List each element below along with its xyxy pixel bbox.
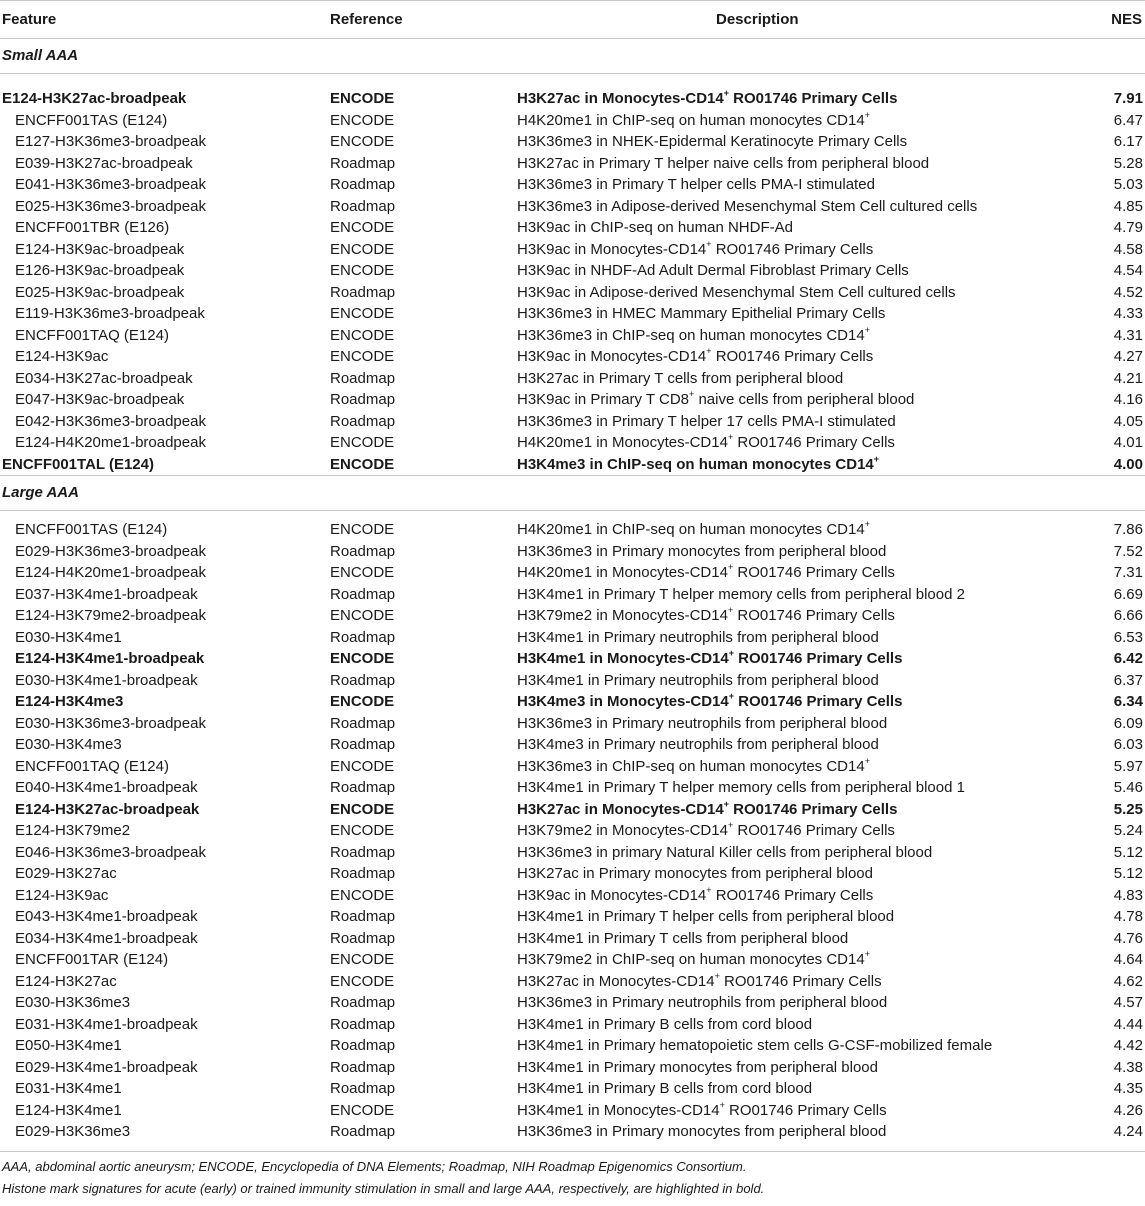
section-header (0, 475, 1145, 511)
cell-reference: Roadmap (330, 779, 396, 796)
table-row (0, 1100, 1145, 1122)
table-row (0, 519, 1145, 541)
cell-reference: ENCODE (330, 951, 395, 968)
cell-reference: Roadmap (330, 197, 396, 215)
table-row (0, 88, 1145, 110)
cell-reference: ENCODE (330, 262, 395, 279)
cell-description: H3K4me1 in Primary T helper cells from peripheral blood (517, 908, 895, 925)
cell-reference: Roadmap (330, 1123, 396, 1140)
cell-feature: E039-H3K27ac-broadpeak (15, 154, 193, 172)
cell-feature: E025-H3K9ac-broadpeak (15, 283, 185, 301)
cell-reference: Roadmap (330, 412, 396, 430)
table-row (0, 325, 1145, 347)
cell-feature: E030-H3K36me3-broadpeak (15, 714, 206, 732)
cell-description: H4K20me1 in Monocytes-CD14+ RO01746 Primary Cells (517, 562, 895, 581)
cell-feature: E124-H3K9ac (15, 886, 109, 904)
cell-reference: ENCODE (330, 133, 395, 150)
cell-nes: 5.24 (1113, 822, 1143, 839)
cell-description: H3K36me3 in Primary neutrophils from peripheral blood (517, 994, 888, 1011)
table-footer (0, 1151, 1145, 1200)
cell-nes: 7.86 (1113, 521, 1143, 538)
cell-description: H3K9ac in NHDF-Ad Adult Dermal Fibroblast Primary Cells (517, 262, 909, 279)
table-row (0, 411, 1145, 433)
cell-description: H3K36me3 in ChIP-seq on human monocytes CD14+ (517, 755, 870, 775)
cell-reference: Roadmap (330, 714, 396, 732)
cell-nes: 6.69 (1113, 585, 1143, 603)
cell-nes: 4.85 (1113, 197, 1143, 215)
table-row (0, 1078, 1145, 1100)
cell-description: H4K20me1 in Monocytes-CD14+ RO01746 Primary Cells (517, 432, 895, 451)
cell-nes: 4.05 (1113, 412, 1143, 430)
table-row (0, 863, 1145, 885)
cell-reference: ENCODE (330, 240, 395, 258)
cell-feature: E126-H3K9ac-broadpeak (15, 262, 185, 279)
table-row (0, 928, 1145, 950)
cell-nes: 6.17 (1113, 133, 1143, 150)
cell-reference: Roadmap (330, 671, 396, 689)
cell-description: H3K27ac in Primary monocytes from peripheral blood (517, 865, 873, 882)
cell-nes: 4.76 (1113, 929, 1143, 947)
table-row (0, 1121, 1145, 1143)
cell-reference: Roadmap (330, 1080, 396, 1097)
cell-nes: 4.78 (1113, 908, 1143, 925)
cell-feature: E040-H3K4me1-broadpeak (15, 779, 198, 796)
table-row (0, 174, 1145, 196)
cell-reference: Roadmap (330, 843, 396, 861)
cell-nes: 6.53 (1113, 628, 1143, 646)
table-row (0, 562, 1145, 584)
cell-description: H3K9ac in Monocytes-CD14+ RO01746 Primary Cells (517, 346, 874, 365)
table-row (0, 260, 1145, 282)
table-row (0, 110, 1145, 132)
header-nes: NES (1111, 11, 1142, 28)
cell-description: H3K9ac in ChIP-seq on human NHDF-Ad (517, 219, 793, 236)
cell-nes: 4.33 (1113, 305, 1143, 322)
table-row (0, 1014, 1145, 1036)
cell-nes: 4.79 (1113, 219, 1143, 236)
cell-reference: Roadmap (330, 585, 396, 603)
cell-reference: ENCODE (330, 564, 395, 581)
cell-feature: E031-H3K4me1-broadpeak (15, 1015, 198, 1033)
cell-description: H3K4me1 in Primary T helper memory cells from peripheral blood 2 (517, 585, 965, 603)
cell-feature: E030-H3K36me3 (15, 994, 131, 1011)
cell-nes: 4.62 (1113, 972, 1143, 990)
table-row (0, 584, 1145, 606)
table-header (0, 0, 1145, 39)
cell-reference: Roadmap (330, 929, 396, 947)
cell-feature: E034-H3K4me1-broadpeak (15, 929, 198, 947)
cell-feature: E030-H3K4me1 (15, 628, 122, 646)
cell-feature: ENCFF001TBR (E126) (15, 219, 170, 236)
table-row (0, 820, 1145, 842)
cell-reference: Roadmap (330, 176, 396, 193)
cell-reference: ENCODE (330, 219, 395, 236)
cell-nes: 5.46 (1113, 779, 1143, 796)
cell-description: H3K36me3 in primary Natural Killer cells from peripheral blood (517, 843, 933, 861)
cell-feature: E124-H3K27ac-broadpeak (15, 800, 200, 818)
cell-reference: Roadmap (330, 736, 396, 753)
section-title: Small AAA (2, 47, 79, 64)
cell-description: H3K4me1 in Primary neutrophils from peripheral blood (517, 628, 879, 646)
cell-reference: ENCODE (330, 886, 395, 904)
table-row (0, 196, 1145, 218)
cell-nes: 4.58 (1113, 240, 1143, 258)
table-row (0, 239, 1145, 261)
table-row (0, 153, 1145, 175)
cell-feature: E124-H4K20me1-broadpeak (15, 434, 206, 451)
table-row (0, 734, 1145, 756)
table-row (0, 346, 1145, 368)
cell-description: H3K4me1 in Monocytes-CD14+ RO01746 Primary Cells (517, 648, 903, 667)
table-row (0, 648, 1145, 670)
cell-description: H3K27ac in Primary T helper naive cells from peripheral blood (517, 154, 930, 172)
cell-reference: Roadmap (330, 369, 396, 387)
cell-feature: E042-H3K36me3-broadpeak (15, 412, 206, 430)
cell-description: H3K36me3 in Adipose-derived Mesenchymal Stem Cell cultured cells (517, 197, 978, 215)
cell-reference: ENCODE (330, 305, 395, 322)
section-header (0, 39, 1145, 74)
cell-reference: ENCODE (330, 90, 395, 107)
cell-description: H3K4me1 in Primary hematopoietic stem cells G-CSF-mobilized female (517, 1037, 993, 1054)
cell-description: H3K27ac in Primary T cells from peripheral blood (517, 369, 844, 387)
cell-reference: Roadmap (330, 391, 396, 408)
cell-description: H3K36me3 in Primary monocytes from peripheral blood (517, 1123, 887, 1140)
table-row (0, 670, 1145, 692)
cell-nes: 4.21 (1113, 369, 1143, 387)
cell-reference: ENCODE (330, 650, 395, 667)
cell-nes: 5.28 (1113, 154, 1143, 172)
table-row (0, 799, 1145, 821)
table-row (0, 389, 1145, 411)
cell-nes: 4.54 (1113, 262, 1143, 279)
cell-reference: Roadmap (330, 994, 396, 1011)
cell-description: H3K9ac in Primary T CD8+ naive cells from peripheral blood (517, 389, 915, 408)
cell-nes: 4.24 (1113, 1123, 1143, 1140)
cell-nes: 6.03 (1113, 736, 1143, 753)
cell-nes: 6.37 (1113, 671, 1143, 689)
cell-feature: E050-H3K4me1 (15, 1037, 122, 1054)
cell-nes: 4.01 (1113, 434, 1143, 451)
cell-description: H4K20me1 in ChIP-seq on human monocytes CD14+ (517, 109, 870, 129)
cell-feature: E124-H3K79me2 (15, 822, 131, 839)
table-row (0, 842, 1145, 864)
cell-description: H3K9ac in Adipose-derived Mesenchymal Stem Cell cultured cells (517, 283, 956, 301)
table-body (0, 39, 1145, 1143)
cell-feature: E124-H3K9ac (15, 348, 109, 365)
cell-nes: 4.83 (1113, 886, 1143, 904)
cell-description: H3K4me1 in Primary T cells from peripheral blood (517, 929, 849, 947)
footnote-abbreviations: AAA, abdominal aortic aneurysm; ENCODE, Encyclopedia of DNA Elements; Roadmap, NIH Roadmap Epigenomics Consortium. (2, 1158, 747, 1174)
cell-nes: 4.31 (1113, 326, 1143, 344)
table-row (0, 971, 1145, 993)
cell-feature: E124-H3K27ac-broadpeak (2, 90, 187, 107)
cell-feature: E030-H3K4me1-broadpeak (15, 671, 198, 689)
cell-description: H3K36me3 in ChIP-seq on human monocytes CD14+ (517, 324, 870, 344)
cell-nes: 6.09 (1113, 714, 1143, 732)
cell-nes: 7.52 (1113, 542, 1143, 560)
table-row (0, 454, 1145, 476)
cell-description: H3K4me1 in Primary B cells from cord blood (517, 1080, 813, 1097)
cell-reference: ENCODE (330, 521, 395, 538)
cell-nes: 4.00 (1113, 455, 1143, 473)
cell-feature: E047-H3K9ac-broadpeak (15, 391, 185, 408)
cell-nes: 4.38 (1113, 1058, 1143, 1076)
cell-reference: Roadmap (330, 908, 396, 925)
header-description: Description (716, 11, 799, 28)
cell-feature: E124-H3K4me3 (15, 693, 124, 710)
cell-nes: 7.31 (1113, 564, 1143, 581)
cell-reference: ENCODE (330, 607, 395, 624)
cell-nes: 4.16 (1113, 391, 1143, 408)
cell-description: H3K9ac in Monocytes-CD14+ RO01746 Primary Cells (517, 238, 874, 258)
cell-reference: Roadmap (330, 1015, 396, 1033)
cell-nes: 6.42 (1113, 650, 1143, 667)
cell-description: H3K9ac in Monocytes-CD14+ RO01746 Primary Cells (517, 884, 874, 904)
cell-feature: E124-H3K27ac (15, 972, 117, 990)
cell-nes: 6.47 (1113, 111, 1143, 129)
table-row (0, 1035, 1145, 1057)
cell-feature: E029-H3K27ac (15, 865, 117, 882)
table-row (0, 282, 1145, 304)
table-row (0, 432, 1145, 454)
cell-feature: E124-H3K9ac-broadpeak (15, 240, 185, 258)
cell-feature: ENCFF001TAR (E124) (15, 951, 169, 968)
cell-reference: Roadmap (330, 628, 396, 646)
cell-feature: E124-H3K79me2-broadpeak (15, 607, 206, 624)
cell-description: H3K4me1 in Primary neutrophils from peripheral blood (517, 671, 879, 689)
cell-nes: 4.64 (1113, 951, 1143, 968)
cell-reference: Roadmap (330, 283, 396, 301)
cell-nes: 5.12 (1113, 865, 1143, 882)
cell-reference: Roadmap (330, 154, 396, 172)
cell-reference: ENCODE (330, 1101, 395, 1119)
cell-reference: ENCODE (330, 800, 395, 818)
cell-reference: Roadmap (330, 865, 396, 882)
cell-feature: ENCFF001TAS (E124) (15, 521, 168, 538)
cell-nes: 4.57 (1113, 994, 1143, 1011)
cell-nes: 5.97 (1113, 757, 1143, 775)
cell-feature: E037-H3K4me1-broadpeak (15, 585, 198, 603)
cell-nes: 6.34 (1113, 693, 1143, 710)
cell-feature: E124-H4K20me1-broadpeak (15, 564, 206, 581)
cell-feature: E031-H3K4me1 (15, 1080, 122, 1097)
table-row (0, 756, 1145, 778)
cell-feature: E127-H3K36me3-broadpeak (15, 133, 206, 150)
table-row (0, 1057, 1145, 1079)
footnote-bold-explanation: Histone mark signatures for acute (early) or trained immunity stimulation in small and large AAA, respectively, are highlighted in bold. (2, 1180, 765, 1196)
cell-reference: ENCODE (330, 111, 395, 129)
cell-feature: ENCFF001TAQ (E124) (15, 326, 169, 344)
cell-feature: E034-H3K27ac-broadpeak (15, 369, 193, 387)
cell-reference: ENCODE (330, 434, 395, 451)
table-row (0, 992, 1145, 1014)
cell-feature: E046-H3K36me3-broadpeak (15, 843, 206, 861)
cell-description: H3K36me3 in Primary neutrophils from peripheral blood (517, 714, 888, 732)
cell-nes: 5.03 (1113, 176, 1143, 193)
cell-description: H3K36me3 in NHEK-Epidermal Keratinocyte Primary Cells (517, 133, 908, 150)
cell-feature: E029-H3K36me3 (15, 1123, 131, 1140)
cell-reference: ENCODE (330, 326, 395, 344)
cell-reference: ENCODE (330, 693, 395, 710)
cell-feature: E029-H3K36me3-broadpeak (15, 542, 206, 560)
table-row (0, 691, 1145, 713)
cell-description: H3K27ac in Monocytes-CD14+ RO01746 Primary Cells (517, 798, 898, 818)
table-row (0, 949, 1145, 971)
cell-feature: E030-H3K4me3 (15, 736, 122, 753)
cell-description: H4K20me1 in ChIP-seq on human monocytes CD14+ (517, 519, 870, 538)
cell-reference: ENCODE (330, 348, 395, 365)
cell-feature: ENCFF001TAL (E124) (2, 455, 154, 473)
cell-description: H3K36me3 in Primary monocytes from peripheral blood (517, 542, 887, 560)
cell-feature: E124-H3K4me1 (15, 1101, 122, 1119)
cell-description: H3K4me3 in ChIP-seq on human monocytes CD14+ (517, 453, 880, 473)
cell-nes: 4.42 (1113, 1037, 1143, 1054)
cell-reference: ENCODE (330, 822, 395, 839)
section-title: Large AAA (2, 484, 79, 501)
cell-reference: Roadmap (330, 1058, 396, 1076)
cell-description: H3K36me3 in Primary T helper 17 cells PMA-I stimulated (517, 412, 896, 430)
cell-reference: Roadmap (330, 542, 396, 560)
table-row (0, 777, 1145, 799)
cell-reference: ENCODE (330, 972, 395, 990)
cell-description: H3K4me3 in Primary neutrophils from peripheral blood (517, 736, 879, 753)
table-row (0, 131, 1145, 153)
cell-description: H3K79me2 in ChIP-seq on human monocytes CD14+ (517, 949, 870, 968)
cell-feature: ENCFF001TAS (E124) (15, 111, 168, 129)
cell-feature: E029-H3K4me1-broadpeak (15, 1058, 198, 1076)
cell-nes: 5.25 (1113, 800, 1143, 818)
cell-reference: ENCODE (330, 455, 395, 473)
cell-description: H3K27ac in Monocytes-CD14+ RO01746 Primary Cells (517, 88, 898, 107)
cell-description: H3K4me1 in Primary B cells from cord blood (517, 1015, 813, 1033)
cell-feature: E025-H3K36me3-broadpeak (15, 197, 206, 215)
table-row (0, 303, 1145, 325)
cell-description: H3K36me3 in Primary T helper cells PMA-I stimulated (517, 176, 875, 193)
header-reference: Reference (330, 11, 403, 28)
cell-feature: ENCFF001TAQ (E124) (15, 757, 169, 775)
table-row (0, 217, 1145, 239)
table-row (0, 885, 1145, 907)
cell-description: H3K4me1 in Primary T helper memory cells from peripheral blood 1 (517, 779, 965, 796)
table-row (0, 713, 1145, 735)
table-row (0, 541, 1145, 563)
table-row (0, 906, 1145, 928)
cell-description: H3K79me2 in Monocytes-CD14+ RO01746 Primary Cells (517, 605, 895, 624)
table-row (0, 627, 1145, 649)
cell-description: H3K79me2 in Monocytes-CD14+ RO01746 Primary Cells (517, 820, 895, 839)
table-row (0, 368, 1145, 390)
cell-feature: E041-H3K36me3-broadpeak (15, 176, 206, 193)
cell-description: H3K4me1 in Monocytes-CD14+ RO01746 Primary Cells (517, 1099, 887, 1119)
cell-description: H3K36me3 in HMEC Mammary Epithelial Primary Cells (517, 305, 886, 322)
cell-nes: 4.44 (1113, 1015, 1143, 1033)
cell-nes: 6.66 (1113, 607, 1143, 624)
cell-nes: 5.12 (1113, 843, 1143, 861)
cell-feature: E043-H3K4me1-broadpeak (15, 908, 198, 925)
cell-description: H3K27ac in Monocytes-CD14+ RO01746 Primary Cells (517, 970, 882, 990)
cell-nes: 4.27 (1113, 348, 1143, 365)
cell-feature: E124-H3K4me1-broadpeak (15, 650, 205, 667)
cell-feature: E119-H3K36me3-broadpeak (15, 305, 205, 322)
header-feature: Feature (2, 11, 57, 28)
cell-description: H3K4me1 in Primary monocytes from peripheral blood (517, 1058, 878, 1076)
cell-description: H3K4me3 in Monocytes-CD14+ RO01746 Primary Cells (517, 691, 903, 710)
cell-nes: 4.26 (1113, 1101, 1143, 1119)
cell-nes: 7.91 (1113, 90, 1143, 107)
cell-nes: 4.52 (1113, 283, 1143, 301)
cell-reference: Roadmap (330, 1037, 396, 1054)
cell-nes: 4.35 (1113, 1080, 1143, 1097)
table-row (0, 605, 1145, 627)
cell-reference: ENCODE (330, 757, 395, 775)
